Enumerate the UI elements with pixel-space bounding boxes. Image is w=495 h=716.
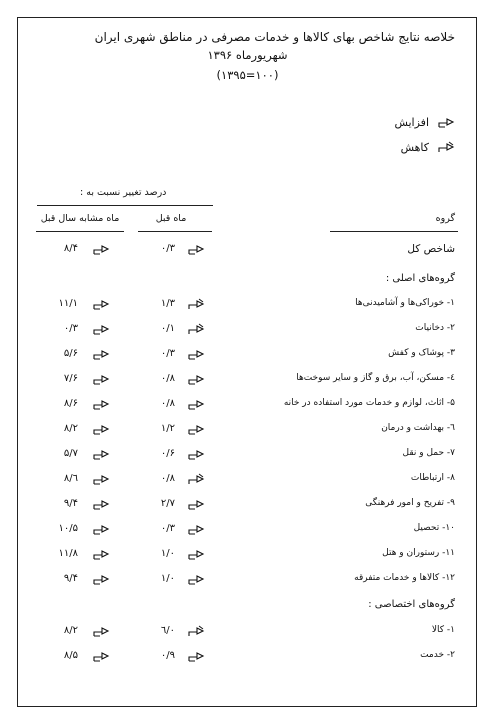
row-label: ۱۱- رستوران و هتل	[382, 548, 455, 558]
last-year-value: ۸/۲	[63, 625, 78, 636]
main-group-row	[0, 545, 495, 565]
group-underline	[330, 231, 458, 232]
last-year-value: ۸/۴	[63, 243, 78, 254]
increase-arrow-icon	[92, 242, 110, 256]
page-title: خلاصه نتایج شاخص بهای کالاها و خدمات مصرفی در مناطق شهری ایران	[94, 30, 455, 44]
row-label: ۱۲- کالاها و خدمات متفرقه	[354, 573, 455, 583]
row-label: ۱۰- تحصیل	[413, 523, 455, 533]
increase-arrow-icon	[187, 422, 205, 436]
prev-month-value: ۰/۱	[160, 323, 175, 334]
last-year-value: ۸/۶	[63, 398, 78, 409]
increase-arrow-icon	[92, 347, 110, 361]
increase-arrow-icon	[92, 422, 110, 436]
increase-arrow-icon	[187, 372, 205, 386]
prev-month-value: ۰/٦	[160, 625, 175, 636]
increase-arrow-icon	[92, 497, 110, 511]
last-year-value: ۷/۶	[63, 373, 78, 384]
last-year-value: ۹/۴	[63, 573, 78, 584]
main-group-row	[0, 320, 495, 340]
main-group-row	[0, 295, 495, 315]
increase-arrow-icon	[187, 547, 205, 561]
prev-month-value: ۱/۰	[160, 573, 175, 584]
increase-arrow-icon	[187, 522, 205, 536]
increase-arrow-icon	[92, 297, 110, 311]
increase-arrow-icon	[92, 372, 110, 386]
prev-month-value: ۰/۸	[160, 473, 175, 484]
increase-arrow-icon	[92, 649, 110, 663]
last-year-value: ۱۱/۸	[58, 548, 78, 559]
row-label: ٤- مسکن، آب، برق و گاز و سایر سوخت‌ها	[296, 373, 455, 383]
main-group-row	[0, 395, 495, 415]
increase-arrow-icon	[437, 115, 455, 129]
prev-month-value: ۰/۳	[160, 243, 175, 254]
increase-arrow-icon	[92, 547, 110, 561]
header-divider	[37, 205, 213, 206]
increase-arrow-icon	[92, 472, 110, 486]
main-group-row	[0, 370, 495, 390]
prev-month-value: ۱/۰	[160, 548, 175, 559]
row-label: ۱- خوراکی‌ها و آشامیدنی‌ها	[355, 298, 455, 308]
increase-arrow-icon	[92, 322, 110, 336]
column-header-last-year: ماه مشابه سال قبل	[40, 213, 120, 224]
last-year-value: ۵/۶	[63, 348, 78, 359]
legend-increase	[394, 115, 455, 129]
row-label: ۸- ارتباطات	[410, 473, 455, 483]
main-group-row	[0, 495, 495, 515]
decrease-arrow-icon	[437, 140, 455, 154]
legend-decrease	[401, 140, 455, 154]
last-year-value: ٦/۸	[63, 473, 78, 484]
main-group-row	[0, 445, 495, 465]
increase-arrow-icon	[92, 522, 110, 536]
column-header-prev-month: ماه قبل	[155, 213, 187, 224]
percent-change-header: درصد تغییر نسبت به :	[80, 187, 167, 198]
last-year-value: ۸/۲	[63, 423, 78, 434]
increase-arrow-icon	[92, 447, 110, 461]
row-label: ۱- کالا	[431, 625, 455, 635]
increase-arrow-icon	[187, 572, 205, 586]
prev-month-value: ۰/۶	[160, 448, 175, 459]
increase-arrow-icon	[187, 242, 205, 256]
increase-arrow-icon	[92, 572, 110, 586]
decrease-arrow-icon	[187, 472, 205, 486]
prev-month-value: ۰/۸	[160, 373, 175, 384]
row-label: ۲- دخانیات	[415, 323, 455, 333]
base-year-label: (۱۰۰=۱۳۹۵)	[216, 68, 279, 82]
increase-arrow-icon	[187, 347, 205, 361]
increase-arrow-icon	[187, 649, 205, 663]
last-year-underline	[36, 231, 124, 232]
increase-arrow-icon	[92, 624, 110, 638]
last-year-value: ۵/۷	[63, 448, 78, 459]
prev-month-value: ۰/۸	[160, 398, 175, 409]
main-group-row	[0, 520, 495, 540]
special-groups-heading: گروه‌های اختصاصی :	[368, 599, 455, 610]
row-label: ۳- پوشاک و کفش	[388, 348, 455, 358]
main-group-row	[0, 470, 495, 490]
main-groups-heading: گروه‌های اصلی :	[385, 273, 455, 284]
row-label: ٦- بهداشت و درمان	[381, 423, 455, 433]
prev-month-value: ۲/۷	[160, 498, 175, 509]
row-label: ۷- حمل و نقل	[402, 448, 455, 458]
prev-month-value: ۰/۳	[160, 523, 175, 534]
prev-month-value: ۰/۹	[160, 650, 175, 661]
row-label: ۹- تفریح و امور فرهنگی	[365, 498, 455, 508]
decrease-arrow-icon	[187, 322, 205, 336]
last-year-value: ۱۰/۵	[58, 523, 78, 534]
last-year-value: ۹/۴	[63, 498, 78, 509]
legend-decrease-label: کاهش	[400, 140, 429, 154]
special-group-row	[0, 622, 495, 642]
main-group-row	[0, 570, 495, 590]
increase-arrow-icon	[187, 447, 205, 461]
period-label: شهریورماه ۱۳۹۶	[207, 48, 288, 62]
increase-arrow-icon	[187, 397, 205, 411]
increase-arrow-icon	[187, 497, 205, 511]
last-year-value: ۱۱/۱	[58, 298, 78, 309]
row-label: ۲- خدمت	[420, 650, 455, 660]
prev-month-value: ۰/۳	[160, 348, 175, 359]
increase-arrow-icon	[92, 397, 110, 411]
main-group-row	[0, 420, 495, 440]
legend-increase-label: افزایش	[394, 115, 429, 129]
prev-month-value: ۱/۲	[160, 423, 175, 434]
main-group-row	[0, 345, 495, 365]
row-label: شاخص کل	[407, 243, 455, 255]
special-group-row	[0, 647, 495, 667]
overall-index-row	[0, 240, 495, 260]
last-year-value: ۸/۵	[63, 650, 78, 661]
prev-month-value: ۱/۳	[160, 298, 175, 309]
decrease-arrow-icon	[187, 624, 205, 638]
row-label: ۵- اثاث، لوازم و خدمات مورد استفاده در خانه	[283, 398, 455, 408]
decrease-arrow-icon	[187, 297, 205, 311]
last-year-value: ۰/۳	[63, 323, 78, 334]
prev-month-underline	[138, 231, 212, 232]
column-header-group: گروه	[435, 213, 455, 224]
